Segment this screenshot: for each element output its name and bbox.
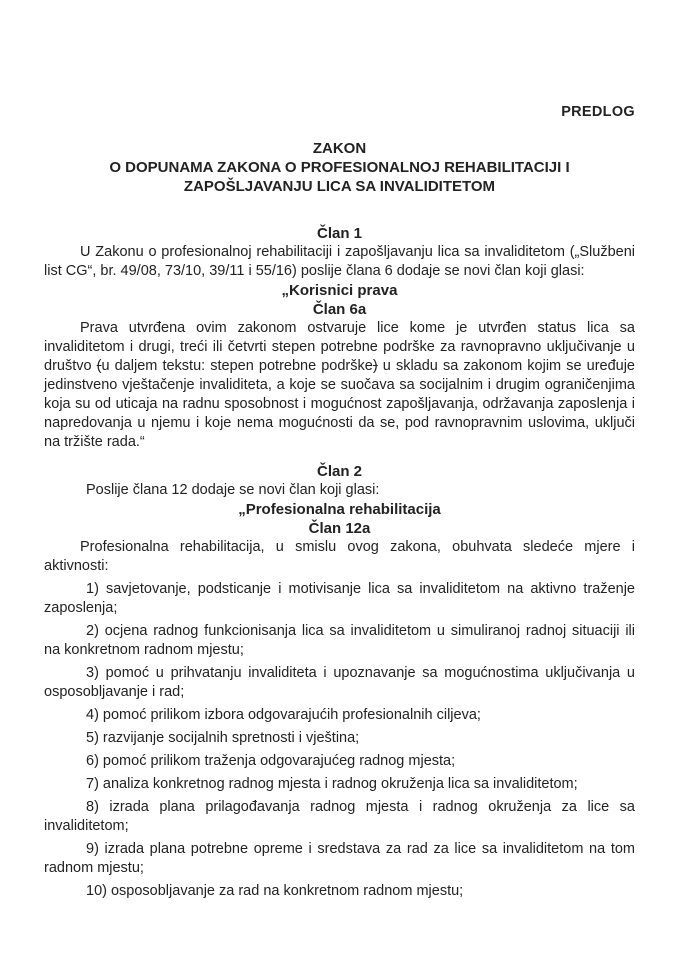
list-item: 9) izrada plana potrebne opreme i sredstava za rad za lice sa invaliditetom na tom radnom mjestu; xyxy=(44,841,635,876)
article-1-intro-paragraph: U Zakonu o profesionalnoj rehabilitaciji i zapošljavanju lica sa invaliditetom („Službeni list CG“, br. 49/08, 73/10, 39/11 i 55/16) poslije člana 6 dodaje se novi član koji glasi: xyxy=(44,244,635,279)
list-item: 7) analiza konkretnog radnog mjesta i radnog okruženja lica sa invaliditetom; xyxy=(86,776,578,792)
list-item: 4) pomoć prilikom izbora odgovarajućih profesionalnih ciljeva; xyxy=(86,707,481,723)
document-title-line-1: ZAKON xyxy=(312,140,367,157)
document-label: PREDLOG xyxy=(561,104,635,120)
article-6a-text-after-paren: u skladu sa zakonom kojim se uređuje jedinstveno vještačenje invaliditeta, a koje se suočava sa socijalnim i drugim ograničenjima koja su od uticaja na radnu sposobnost i mogućnost zapošljavanja, održavanja zaposlenja i napredovanja u njemu i koje nema mogućnosti da se, pod ravnopravnim uslovima, uključi na tržište rada.“ xyxy=(44,358,635,450)
document-title-line-2: O DOPUNAMA ZAKONA O PROFESIONALNOJ REHABILITACIJI I xyxy=(109,159,570,176)
list-item: 5) razvijanje socijalnih spretnosti i vještina; xyxy=(86,730,360,746)
struck-open-paren: ( xyxy=(96,358,102,374)
list-item: 6) pomoć prilikom traženja odgovarajućeg radnog mjesta; xyxy=(86,753,456,769)
list-item: 8) izrada plana prilagođavanja radnog mjesta i radnog okruženja za lice sa invaliditetom; xyxy=(44,799,635,834)
article-6a-text-before-paren: Prava utvrđena ovim zakonom ostvaruje lice kome je utvrđen status lica sa invaliditetom i drugi, treći ili četvrti stepen potrebne podrške za ravnopravno uključivanje u društvo xyxy=(44,320,635,374)
article-6a-heading: Član 6a xyxy=(312,301,367,318)
article-2-subheading-rehab: „Profesionalna rehabilitacija xyxy=(238,501,441,518)
article-12a-heading: Član 12a xyxy=(308,520,371,537)
article-12a-body-paragraph: Profesionalna rehabilitacija, u smislu ovog zakona, obuhvata sledeće mjere i aktivnosti: xyxy=(44,539,635,574)
list-item: 1) savjetovanje, podsticanje i motivisanje lica sa invaliditetom na aktivno traženje zaposlenja; xyxy=(44,581,635,616)
document-title xyxy=(44,139,635,196)
list-item: 2) ocjena radnog funkcionisanja lica sa invaliditetom u simuliranoj radnoj situaciji ili na konkretnom radnom mjestu; xyxy=(44,623,635,658)
article-6a-body-paragraph xyxy=(44,319,635,452)
article-2-heading: Član 2 xyxy=(316,463,362,480)
article-6a-paren-inner-text: u daljem tekstu: stepen potrebne podrške xyxy=(101,358,373,374)
article-1-heading: Član 1 xyxy=(316,225,362,242)
list-item: 10) osposobljavanje za rad na konkretnom radnom mjestu; xyxy=(86,883,464,899)
list-item: 3) pomoć u prihvatanju invaliditeta i upoznavanje sa mogućnostima uključivanja u osposobljavanje i rad; xyxy=(44,665,635,700)
article-1-subheading-rights: „Korisnici prava xyxy=(281,282,398,299)
struck-close-paren: ) xyxy=(372,358,378,374)
article-2-intro-line: Poslije člana 12 dodaje se novi član koji glasi: xyxy=(86,482,380,498)
document-title-line-3: ZAPOŠLJAVANJU LICA SA INVALIDITETOM xyxy=(183,178,496,195)
